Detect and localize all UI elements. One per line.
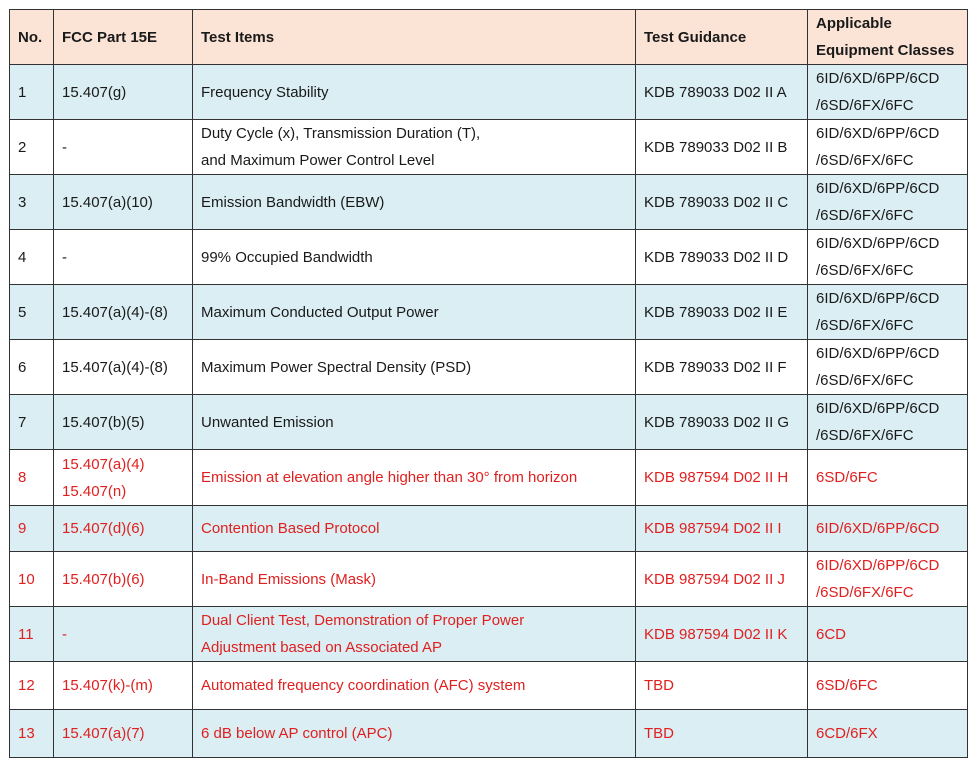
test-guidance-cell: KDB 789033 D02 II F [636, 340, 808, 395]
row-number: 11 [10, 607, 54, 662]
equipment-classes-cell: 6ID/6XD/6PP/6CD [808, 506, 968, 552]
test-item-cell: 99% Occupied Bandwidth [193, 230, 636, 285]
header-row [10, 10, 968, 65]
equipment-classes-cell: 6SD/6FC [808, 450, 968, 506]
fcc-part-cell: 15.407(d)(6) [54, 506, 193, 552]
row-number: 12 [10, 662, 54, 710]
test-guidance-cell: KDB 987594 D02 II H [636, 450, 808, 506]
table-row [10, 607, 968, 662]
test-guidance-cell: KDB 987594 D02 II J [636, 552, 808, 607]
table-row [10, 120, 968, 175]
equipment-classes-cell: 6ID/6XD/6PP/6CD /6SD/6FX/6FC [808, 552, 968, 607]
test-guidance-cell: KDB 789033 D02 II G [636, 395, 808, 450]
fcc-test-items-table [9, 9, 968, 758]
test-guidance-cell: KDB 789033 D02 II C [636, 175, 808, 230]
test-item-cell: Contention Based Protocol [193, 506, 636, 552]
fcc-part-cell: - [54, 607, 193, 662]
row-number: 13 [10, 710, 54, 758]
row-number: 6 [10, 340, 54, 395]
fcc-part-cell: 15.407(k)-(m) [54, 662, 193, 710]
fcc-part-cell: 15.407(b)(6) [54, 552, 193, 607]
row-number: 4 [10, 230, 54, 285]
table-row [10, 506, 968, 552]
fcc-part-cell: 15.407(a)(4)-(8) [54, 285, 193, 340]
table-body [10, 65, 968, 758]
table-row [10, 450, 968, 506]
header-test-guidance: Test Guidance [636, 10, 808, 65]
table-row [10, 552, 968, 607]
test-item-cell: Duty Cycle (x), Transmission Duration (T), and Maximum Power Control Level [193, 120, 636, 175]
test-item-cell: Maximum Conducted Output Power [193, 285, 636, 340]
test-item-cell: Emission Bandwidth (EBW) [193, 175, 636, 230]
header-test-items: Test Items [193, 10, 636, 65]
fcc-part-cell: 15.407(a)(4) 15.407(n) [54, 450, 193, 506]
table-row [10, 285, 968, 340]
test-guidance-cell: KDB 789033 D02 II A [636, 65, 808, 120]
row-number: 10 [10, 552, 54, 607]
equipment-classes-cell: 6ID/6XD/6PP/6CD /6SD/6FX/6FC [808, 395, 968, 450]
fcc-part-cell: - [54, 120, 193, 175]
equipment-classes-cell: 6ID/6XD/6PP/6CD /6SD/6FX/6FC [808, 340, 968, 395]
equipment-classes-cell: 6ID/6XD/6PP/6CD /6SD/6FX/6FC [808, 65, 968, 120]
test-guidance-cell: TBD [636, 662, 808, 710]
fcc-part-cell: 15.407(a)(10) [54, 175, 193, 230]
header-fcc-part: FCC Part 15E [54, 10, 193, 65]
test-item-cell: Frequency Stability [193, 65, 636, 120]
header-no: No. [10, 10, 54, 65]
fcc-part-cell: 15.407(b)(5) [54, 395, 193, 450]
table-row [10, 395, 968, 450]
row-number: 7 [10, 395, 54, 450]
row-number: 1 [10, 65, 54, 120]
equipment-classes-cell: 6CD [808, 607, 968, 662]
equipment-classes-cell: 6ID/6XD/6PP/6CD /6SD/6FX/6FC [808, 120, 968, 175]
test-item-cell: Maximum Power Spectral Density (PSD) [193, 340, 636, 395]
equipment-classes-cell: 6ID/6XD/6PP/6CD /6SD/6FX/6FC [808, 230, 968, 285]
header-equipment-classes: Applicable Equipment Classes [808, 10, 968, 65]
row-number: 3 [10, 175, 54, 230]
test-guidance-cell: KDB 789033 D02 II D [636, 230, 808, 285]
table-row [10, 710, 968, 758]
test-guidance-cell: KDB 987594 D02 II K [636, 607, 808, 662]
test-item-cell: Unwanted Emission [193, 395, 636, 450]
test-guidance-cell: TBD [636, 710, 808, 758]
equipment-classes-cell: 6ID/6XD/6PP/6CD /6SD/6FX/6FC [808, 285, 968, 340]
fcc-part-cell: 15.407(a)(7) [54, 710, 193, 758]
row-number: 8 [10, 450, 54, 506]
row-number: 5 [10, 285, 54, 340]
test-item-cell: Emission at elevation angle higher than 30° from horizon [193, 450, 636, 506]
test-item-cell: In-Band Emissions (Mask) [193, 552, 636, 607]
test-guidance-cell: KDB 789033 D02 II B [636, 120, 808, 175]
test-guidance-cell: KDB 789033 D02 II E [636, 285, 808, 340]
row-number: 2 [10, 120, 54, 175]
equipment-classes-cell: 6SD/6FC [808, 662, 968, 710]
fcc-part-cell: - [54, 230, 193, 285]
equipment-classes-cell: 6ID/6XD/6PP/6CD /6SD/6FX/6FC [808, 175, 968, 230]
table-row [10, 65, 968, 120]
table-row [10, 175, 968, 230]
test-item-cell: Automated frequency coordination (AFC) system [193, 662, 636, 710]
test-guidance-cell: KDB 987594 D02 II I [636, 506, 808, 552]
fcc-part-cell: 15.407(a)(4)-(8) [54, 340, 193, 395]
table-row [10, 230, 968, 285]
equipment-classes-cell: 6CD/6FX [808, 710, 968, 758]
row-number: 9 [10, 506, 54, 552]
table-row [10, 340, 968, 395]
table-row [10, 662, 968, 710]
fcc-part-cell: 15.407(g) [54, 65, 193, 120]
test-item-cell: Dual Client Test, Demonstration of Proper Power Adjustment based on Associated AP [193, 607, 636, 662]
test-item-cell: 6 dB below AP control (APC) [193, 710, 636, 758]
